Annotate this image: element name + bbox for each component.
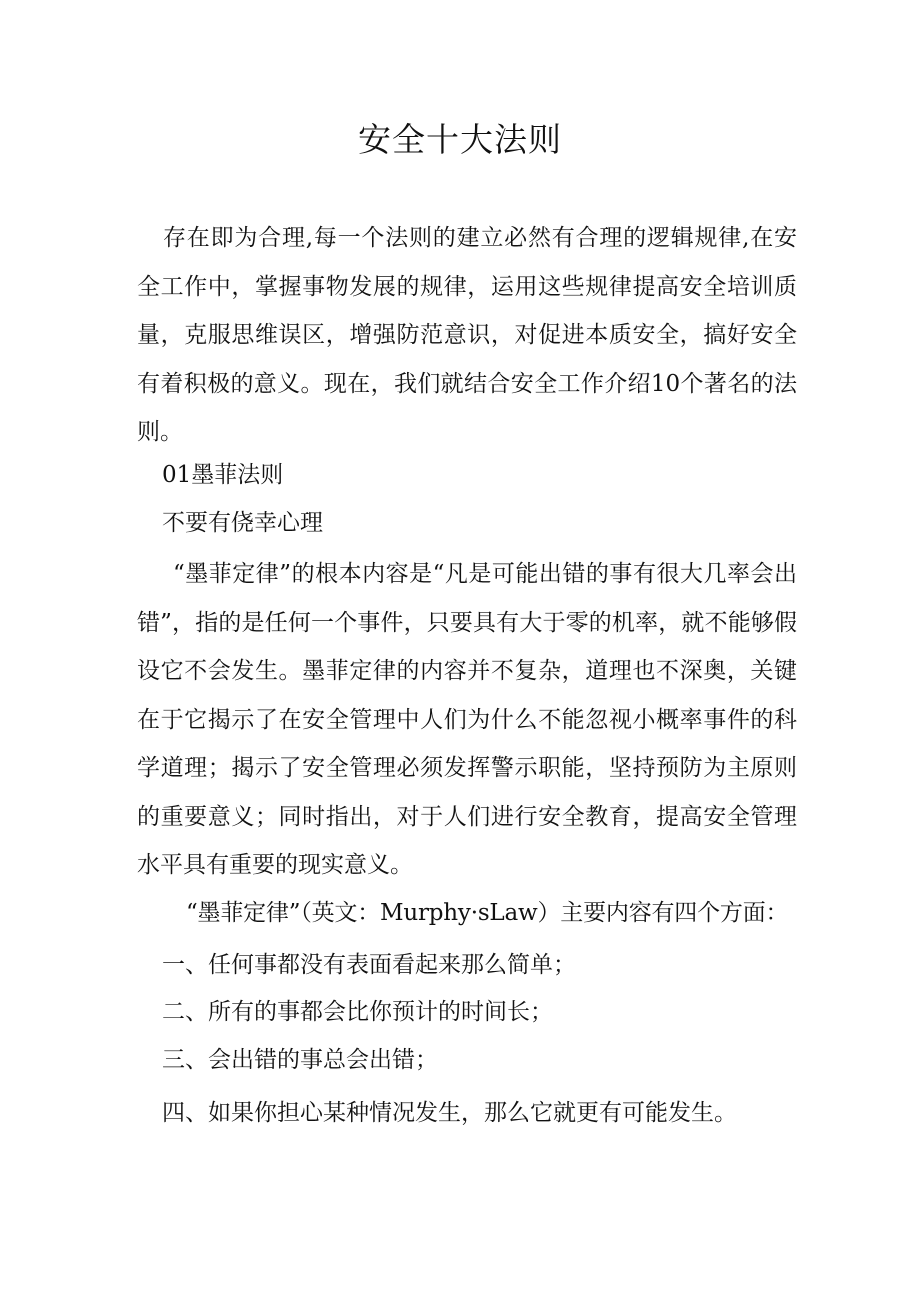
section-subheading: 不要有侥幸心理 — [162, 510, 323, 536]
murphy-paragraph: “墨菲定律”的根本内容是“凡是可能出错的事有很大几率会出错”，指的是任何一个事件，只要具有大于零的机率，就不能够假设它不会发生。墨菲定律的内容并不复杂，道理也不深奥，关键在于它揭示了在安全管理中人们为什么不能忽视小概率事件的科学道理；揭示了安全管理必须发挥警示职能，坚持预防为主原则的重要意义；同时指出，对于人们进行安全教育，提高安全管理水平具有重要的现实意义。 — [137, 561, 797, 878]
intro-paragraph: 存在即为合理,每一个法则的建立必然有合理的逻辑规律,在安全工作中，掌握事物发展的规律，运用这些规律提高安全培训质量，克服思维误区，增强防范意识，对促进本质安全，搞好安全有着积极的意义。现在，我们就结合安全工作介绍10个著名的法则。 — [137, 225, 797, 445]
document-title: 安全十大法则 — [358, 120, 562, 159]
section-heading: 01墨菲法则 — [162, 462, 284, 488]
list-item: 一、任何事都没有表面看起来那么简单； — [162, 952, 576, 978]
list-item: 二、所有的事都会比你预计的时间长； — [162, 999, 553, 1025]
list-item: 四、如果你担心某种情况发生，那么它就更有可能发生。 — [162, 1100, 737, 1126]
four-aspects-intro: “墨菲定律”（英文：Murphy·sLaw）主要内容有四个方面： — [186, 900, 789, 926]
list-item: 三、会出错的事总会出错； — [162, 1047, 438, 1073]
